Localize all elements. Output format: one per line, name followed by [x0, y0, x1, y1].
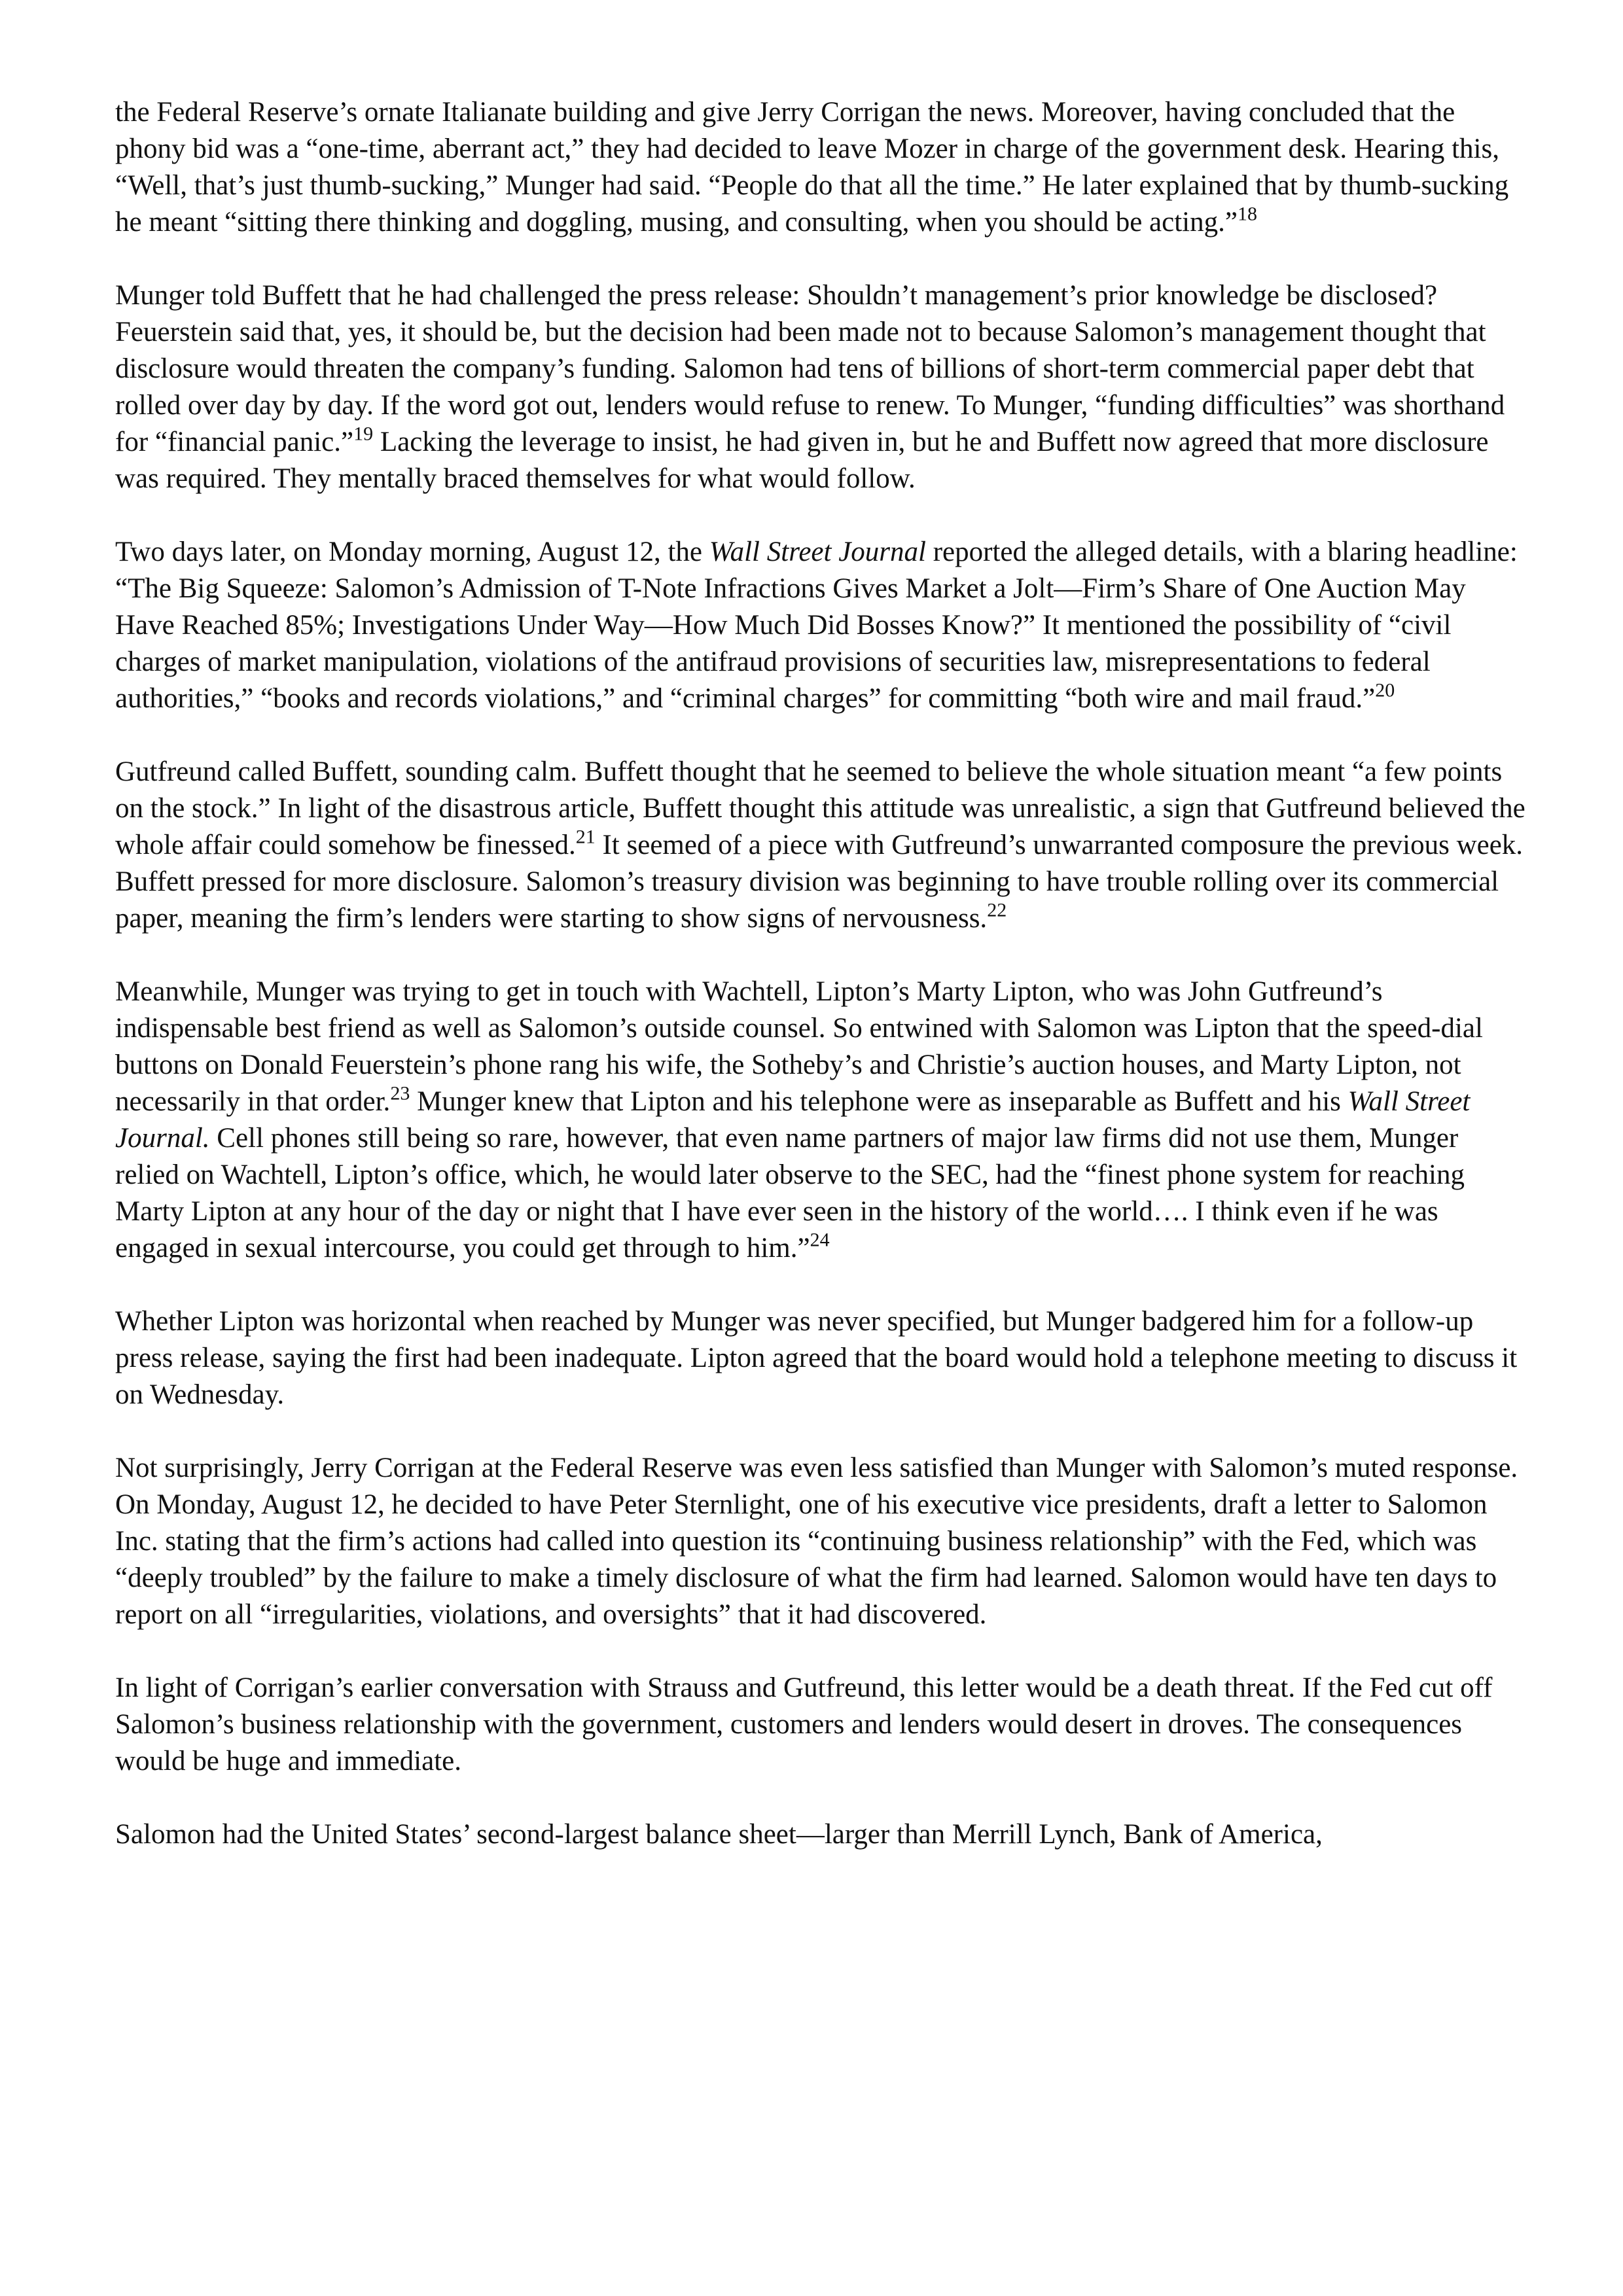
footnote-ref-24[interactable]: 24	[810, 1229, 830, 1251]
footnote-ref-18[interactable]: 18	[1237, 203, 1257, 225]
paragraph	[115, 534, 1529, 717]
paragraph	[115, 974, 1529, 1267]
text-run: Munger told Buffett that he had challenged the press release: Shouldn’t management’s prior knowledge be disclosed? Feuerstein said that, yes, it should be, but the decision had been made not to because Salomon’s management thought that disclosure would threaten the company’s funding. Salomon had tens of billions of short-term commercial paper debt that rolled over day by day. If the word got out, lenders would refuse to renew. To Munger, “funding difficulties” was shorthand for “financial panic.”	[115, 280, 1505, 457]
paragraph	[115, 1670, 1529, 1780]
text-run: reported the alleged details, with a blaring headline: “The Big Squeeze: Salomon’s Admission of T-Note Infractions Gives Market a Jolt—Firm’s Share of One Auction May Have Reached 85%; Investigations Under Way—How Much Did Bosses Know?” It mentioned the possibility of “civil charges of market manipulation, violations of the antifraud provisions of securities law, misrepresentations to federal authorities,” “books and records violations,” and “criminal charges” for committing “both wire and mail fraud.”	[115, 537, 1518, 714]
paragraph	[115, 1303, 1529, 1413]
footnote-ref-21[interactable]: 21	[575, 826, 596, 848]
text-run: Lacking the leverage to insist, he had given in, but he and Buffett now agreed that more disclosure was required. They mentally braced themselves for what would follow.	[115, 427, 1489, 494]
text-run: Cell phones still being so rare, however, that even name partners of major law firms did not use them, Munger relied on Wachtell, Lipton’s office, which, he would later observe to the SEC, had the “finest phone system for reaching Marty Lipton at any hour of the day or night that I have ever seen in the history of the world…. I think even if he was engaged in sexual intercourse, you could get through to him.”	[115, 1123, 1465, 1263]
footnote-ref-19[interactable]: 19	[353, 423, 374, 445]
footnote-ref-22[interactable]: 22	[987, 899, 1007, 921]
text-run: Salomon had the United States’ second-largest balance sheet—larger than Merrill Lynch, Bank of America,	[115, 1819, 1323, 1850]
text-run: Munger knew that Lipton and his telephone were as inseparable as Buffett and his	[410, 1086, 1348, 1117]
footnote-ref-23[interactable]: 23	[390, 1082, 410, 1104]
publication-title: Wall Street Journal	[709, 537, 926, 567]
paragraph	[115, 1450, 1529, 1633]
paragraph	[115, 94, 1529, 241]
text-run: Gutfreund called Buffett, sounding calm. Buffett thought that he seemed to believe the whole situation meant “a few points on the stock.” In light of the disastrous article, Buffett thought this attitude was unrealistic, a sign that Gutfreund believed the whole affair could somehow be finessed.	[115, 756, 1525, 860]
text-run: Two days later, on Monday morning, August 12, the	[115, 537, 709, 567]
paragraph	[115, 754, 1529, 937]
paragraph	[115, 1816, 1529, 1853]
text-run: In light of Corrigan’s earlier conversation with Strauss and Gutfreund, this letter would be a death threat. If the Fed cut off Salomon’s business relationship with the government, customers and lenders would desert in droves. The consequences would be huge and immediate.	[115, 1672, 1493, 1776]
text-run: the Federal Reserve’s ornate Italianate building and give Jerry Corrigan the news. Moreover, having concluded that the phony bid was a “one-time, aberrant act,” they had decided to leave Mozer in charge of the government desk. Hearing this, “Well, that’s just thumb-sucking,” Munger had said. “People do that all the time.” He later explained that by thumb-sucking he meant “sitting there thinking and doggling, musing, and consulting, when you should be acting.”	[115, 97, 1509, 238]
footnote-ref-20[interactable]: 20	[1375, 679, 1395, 701]
text-run: Whether Lipton was horizontal when reached by Munger was never specified, but Munger badgered him for a follow-up press release, saying the first had been inadequate. Lipton agreed that the board would hold a telephone meeting to discuss it on Wednesday.	[115, 1306, 1518, 1410]
text-run: Not surprisingly, Jerry Corrigan at the Federal Reserve was even less satisfied than Munger with Salomon’s muted response. On Monday, August 12, he decided to have Peter Sternlight, one of his executive vice presidents, draft a letter to Salomon Inc. stating that the firm’s actions had called into question its “continuing business relationship” with the Fed, which was “deeply troubled” by the failure to make a timely disclosure of what the firm had learned. Salomon would have ten days to report on all “irregularities, violations, and oversights” that it had discovered.	[115, 1453, 1518, 1630]
publication-title: Wall Street Journal.	[115, 1086, 1471, 1154]
text-run: It seemed of a piece with Gutfreund’s unwarranted composure the previous week. Buffett pressed for more disclosure. Salomon’s treasury division was beginning to have trouble rolling over its commercial paper, meaning the firm’s lenders were starting to show signs of nervousness.	[115, 830, 1524, 934]
text-run: Meanwhile, Munger was trying to get in touch with Wachtell, Lipton’s Marty Lipton, who was John Gutfreund’s indispensable best friend as well as Salomon’s outside counsel. So entwined with Salomon was Lipton that the speed-dial buttons on Donald Feuerstein’s phone rang his wife, the Sotheby’s and Christie’s auction houses, and Marty Lipton, not necessarily in that order.	[115, 976, 1483, 1117]
document-body	[115, 94, 1529, 1853]
paragraph	[115, 277, 1529, 497]
